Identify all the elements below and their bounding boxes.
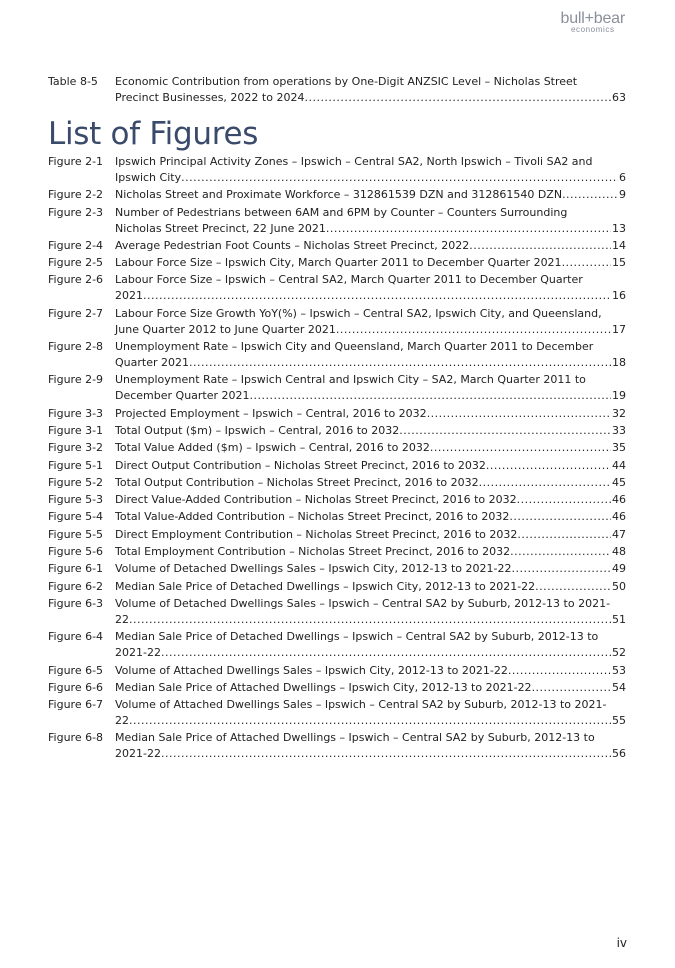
- toc-entry-text: [115, 339, 626, 371]
- toc-entry-leader: [115, 475, 626, 491]
- toc-entry-label: Figure 2-8: [48, 340, 104, 354]
- toc-entry-page: 54: [612, 680, 626, 694]
- toc-entry-leader: [115, 255, 626, 271]
- toc-entry-line2: Direct Output Contribution – Nicholas Street Precinct, 2016 to 2032: [115, 458, 486, 472]
- toc-entry-line2: Direct Employment Contribution – Nicholas Street Precinct, 2016 to 2032: [115, 527, 518, 541]
- toc-entry-page: 32: [612, 406, 626, 420]
- leader-dots: [250, 388, 611, 404]
- toc-entry-page: 35: [612, 441, 626, 455]
- toc-entry-text: [115, 423, 626, 439]
- leader-dots: [430, 440, 611, 456]
- toc-entry-figure[interactable]: [48, 372, 626, 404]
- leader-dots: [304, 90, 611, 106]
- toc-entry-line2: Total Employment Contribution – Nicholas Street Precinct, 2016 to 2032: [115, 545, 511, 559]
- toc-entry-text: [115, 475, 626, 491]
- leader-dots: [535, 579, 611, 595]
- leader-dots: [129, 713, 611, 729]
- toc-entry-figure[interactable]: [48, 238, 626, 254]
- toc-entry-label: Figure 2-7: [48, 306, 104, 320]
- toc-entry-line2: 22: [115, 612, 129, 626]
- toc-entry-line2: Nicholas Street and Proximate Workforce – 312861539 DZN and 312861540 DZN: [115, 188, 563, 202]
- toc-entry-page: 19: [612, 389, 626, 403]
- toc-entry-leader: [115, 288, 626, 304]
- toc-entry-figure[interactable]: [48, 663, 626, 679]
- toc-entry-leader: [115, 492, 626, 508]
- toc-entry-text: [115, 663, 626, 679]
- toc-entry-text: [115, 629, 626, 661]
- toc-entry-leader: [115, 579, 626, 595]
- toc-entry-text: [115, 406, 626, 422]
- toc-entry-line2: Volume of Detached Dwellings Sales – Ipswich City, 2012-13 to 2021-22: [115, 562, 512, 576]
- toc-entry-page: 48: [612, 545, 626, 559]
- toc-entry-label: Figure 6-5: [48, 663, 104, 677]
- toc-entry-line2: Precinct Businesses, 2022 to 2024: [115, 91, 305, 104]
- toc-entry-page: 44: [612, 458, 626, 472]
- toc-entry-line1: Median Sale Price of Attached Dwellings – Ipswich – Central SA2 by Suburb, 2012-13 to: [115, 731, 595, 745]
- leader-dots: [562, 187, 618, 203]
- toc-entry-page: 46: [612, 510, 626, 524]
- page-number: iv: [616, 936, 627, 950]
- toc-entry-leader: [115, 509, 626, 525]
- toc-entry-figure[interactable]: [48, 475, 626, 491]
- toc-entry-line2: Total Output Contribution – Nicholas Street Precinct, 2016 to 2032: [115, 475, 479, 489]
- toc-entry-leader: [115, 440, 626, 456]
- toc-entry-label: Figure 6-7: [48, 698, 104, 712]
- toc-entry-figure[interactable]: [48, 730, 626, 762]
- toc-entry-text: [115, 272, 626, 304]
- toc-entry-line1: Number of Pedestrians between 6AM and 6PM by Counter – Counters Surrounding: [115, 205, 568, 219]
- leader-dots: [469, 238, 611, 254]
- toc-entry-page: 6: [619, 171, 626, 184]
- bull-bear-logo: [561, 10, 625, 34]
- toc-entry-line2: Nicholas Street Precinct, 22 June 2021: [115, 221, 326, 235]
- toc-entry-line2: 2021-22: [115, 646, 161, 660]
- toc-entry-page: 63: [612, 91, 626, 104]
- toc-entry-line1: Labour Force Size – Ipswich – Central SA2, March Quarter 2011 to December Quarter: [115, 273, 583, 287]
- toc-entry-figure[interactable]: [48, 440, 626, 456]
- toc-entry-label: Figure 6-1: [48, 562, 104, 576]
- toc-entry-page: 15: [612, 256, 626, 270]
- toc-entry-figure[interactable]: [48, 423, 626, 439]
- toc-entry-label: Figure 2-5: [48, 256, 104, 270]
- toc-entry-label: Figure 2-3: [48, 205, 104, 219]
- toc-entry-line2: Median Sale Price of Detached Dwellings – Ipswich City, 2012-13 to 2021-22: [115, 579, 536, 593]
- toc-entry-label: Figure 2-4: [48, 238, 104, 252]
- toc-entry-figure[interactable]: [48, 561, 626, 577]
- toc-entry-leader: [115, 612, 626, 628]
- toc-entry-page: 9: [619, 188, 626, 202]
- figure-list: [48, 154, 626, 762]
- toc-entry-text: [115, 458, 626, 474]
- toc-entry-leader: [115, 663, 626, 679]
- leader-dots: [532, 680, 611, 696]
- toc-entry-label: Figure 5-6: [48, 545, 104, 559]
- leader-dots: [508, 663, 611, 679]
- leader-dots: [510, 544, 611, 560]
- toc-entry-text: [115, 596, 626, 628]
- logo-subtitle: economics: [570, 25, 615, 34]
- toc-entry-label: Figure 2-9: [48, 373, 104, 387]
- leader-dots: [336, 322, 611, 338]
- toc-entry-line2: 22: [115, 714, 129, 728]
- leader-dots: [143, 288, 611, 304]
- toc-entry-figure[interactable]: [48, 680, 626, 696]
- toc-entry-text: [115, 509, 626, 525]
- toc-entry-leader: [115, 561, 626, 577]
- toc-entry-figure[interactable]: [48, 255, 626, 271]
- toc-entry-page: 13: [612, 221, 626, 235]
- toc-entry-figure[interactable]: [48, 527, 626, 543]
- toc-entry-figure[interactable]: [48, 306, 626, 338]
- toc-entry-line2: June Quarter 2012 to June Quarter 2021: [115, 322, 336, 336]
- toc-entry-label: Figure 5-2: [48, 475, 104, 489]
- toc-entry-line2: Projected Employment – Ipswich – Central, 2016 to 2032: [115, 406, 427, 420]
- toc-content: [48, 74, 626, 764]
- toc-entry-leader: [115, 458, 626, 474]
- toc-entry-text: [115, 730, 626, 762]
- toc-entry-label: Figure 6-4: [48, 630, 104, 644]
- toc-entry-figure[interactable]: [48, 697, 626, 729]
- toc-entry-leader: [115, 527, 626, 543]
- toc-entry-leader: [115, 423, 626, 439]
- toc-entry-line2: Total Value Added ($m) – Ipswich – Central, 2016 to 2032: [115, 441, 430, 455]
- toc-entry-line1: Median Sale Price of Detached Dwellings – Ipswich – Central SA2 by Suburb, 2012-13 to: [115, 630, 599, 644]
- toc-entry-leader: [115, 355, 626, 371]
- toc-entry-line2: Total Value-Added Contribution – Nicholas Street Precinct, 2016 to 2032: [115, 510, 510, 524]
- toc-entry-text: [115, 187, 626, 203]
- toc-entry-label: Figure 6-3: [48, 596, 104, 610]
- toc-entry-leader: [115, 187, 626, 203]
- toc-entry-page: 55: [612, 714, 626, 728]
- toc-entry-label: Figure 2-2: [48, 188, 104, 202]
- leader-dots: [517, 527, 611, 543]
- toc-entry-label: Figure 5-4: [48, 510, 104, 524]
- toc-entry-text: [115, 205, 626, 237]
- toc-entry-figure[interactable]: [48, 492, 626, 508]
- leader-dots: [509, 509, 611, 525]
- toc-entry-label: Table 8-5: [48, 75, 98, 88]
- leader-dots: [399, 423, 611, 439]
- toc-entry-line2: Median Sale Price of Attached Dwellings – Ipswich City, 2012-13 to 2021-22: [115, 680, 532, 694]
- toc-entry-line2: Direct Value-Added Contribution – Nicholas Street Precinct, 2016 to 2032: [115, 493, 517, 507]
- toc-entry-page: 51: [612, 612, 626, 626]
- toc-entry-page: 53: [612, 663, 626, 677]
- toc-entry-page: 33: [612, 423, 626, 437]
- toc-entry-table[interactable]: [48, 74, 626, 106]
- toc-entry-page: 18: [612, 356, 626, 370]
- toc-entry-figure[interactable]: [48, 596, 626, 628]
- toc-entry-label: Figure 5-1: [48, 458, 104, 472]
- leader-dots: [511, 561, 611, 577]
- toc-entry-label: Figure 2-6: [48, 273, 104, 287]
- toc-entry-page: 50: [612, 579, 626, 593]
- toc-entry-text: [115, 306, 626, 338]
- toc-entry-text: [115, 561, 626, 577]
- toc-entry-text: [115, 238, 626, 254]
- toc-entry-line2: Labour Force Size – Ipswich City, March Quarter 2011 to December Quarter 2021: [115, 256, 562, 270]
- leader-dots: [129, 612, 611, 628]
- toc-entry-page: 56: [612, 747, 626, 761]
- leader-dots: [517, 492, 611, 508]
- leader-dots: [189, 355, 611, 371]
- leader-dots: [479, 475, 611, 491]
- toc-entry-figure[interactable]: [48, 629, 626, 661]
- leader-dots: [326, 221, 611, 237]
- toc-entry-line2: Ipswich City: [115, 171, 182, 184]
- toc-entry-line2: 2021-22: [115, 747, 161, 761]
- toc-entry-label: Figure 6-2: [48, 579, 104, 593]
- toc-entry-line2: December Quarter 2021: [115, 389, 250, 403]
- toc-entry-text: [115, 440, 626, 456]
- toc-entry-figure[interactable]: [48, 187, 626, 203]
- leader-dots: [181, 170, 618, 186]
- toc-entry-label: Figure 2-1: [48, 155, 104, 168]
- toc-entry-text: [115, 697, 626, 729]
- toc-entry-text: [115, 527, 626, 543]
- toc-entry-line2: Quarter 2021: [115, 356, 189, 370]
- toc-entry-line1: Labour Force Size Growth YoY(%) – Ipswich – Central SA2, Ipswich City, and Queensland,: [115, 306, 602, 320]
- logo-wordmark: bull+bear: [560, 10, 625, 27]
- toc-entry-text: [115, 74, 626, 106]
- toc-entry-line1: Unemployment Rate – Ipswich Central and Ipswich City – SA2, March Quarter 2011 to: [115, 373, 586, 387]
- toc-entry-leader: [115, 388, 626, 404]
- toc-entry-line1: Unemployment Rate – Ipswich City and Queensland, March Quarter 2011 to December: [115, 340, 594, 354]
- toc-entry-line1: Volume of Attached Dwellings Sales – Ipswich – Central SA2 by Suburb, 2012-13 to 2021-: [115, 698, 607, 712]
- leader-dots: [562, 255, 611, 271]
- toc-entry-text: [115, 255, 626, 271]
- toc-entry-label: Figure 3-1: [48, 423, 104, 437]
- leader-dots: [486, 458, 611, 474]
- leader-dots: [161, 645, 611, 661]
- list-of-figures-heading: List of Figures: [48, 116, 259, 152]
- toc-entry-page: 45: [612, 475, 626, 489]
- toc-entry-page: 46: [612, 493, 626, 507]
- toc-entry-leader: [115, 322, 626, 338]
- toc-entry-line1: Volume of Detached Dwellings Sales – Ipswich – Central SA2 by Suburb, 2012-13 to 2021-: [115, 596, 611, 610]
- toc-entry-leader: [115, 544, 626, 560]
- toc-entry-line2: 2021: [115, 289, 143, 303]
- toc-entry-page: 17: [612, 322, 626, 336]
- leader-dots: [427, 406, 611, 422]
- toc-entry-line2: Total Output ($m) – Ipswich – Central, 2016 to 2032: [115, 423, 400, 437]
- toc-entry-leader: [115, 645, 626, 661]
- toc-entry-leader: [115, 170, 626, 186]
- leader-dots: [161, 746, 611, 762]
- toc-entry-leader: [115, 238, 626, 254]
- toc-entry-label: Figure 5-5: [48, 527, 104, 541]
- toc-entry-figure[interactable]: [48, 544, 626, 560]
- toc-entry-leader: [115, 90, 626, 106]
- toc-entry-figure[interactable]: [48, 406, 626, 422]
- toc-entry-leader: [115, 746, 626, 762]
- toc-entry-label: Figure 6-8: [48, 731, 104, 745]
- toc-entry-leader: [115, 713, 626, 729]
- toc-entry-page: 14: [612, 238, 626, 252]
- toc-entry-text: [115, 154, 626, 186]
- toc-entry-figure[interactable]: [48, 272, 626, 304]
- toc-entry-text: [115, 492, 626, 508]
- toc-entry-leader: [115, 406, 626, 422]
- toc-entry-label: Figure 3-3: [48, 406, 104, 420]
- toc-entry-line2: Average Pedestrian Foot Counts – Nicholas Street Precinct, 2022: [115, 238, 470, 252]
- toc-entry-figure[interactable]: [48, 205, 626, 237]
- toc-entry-page: 49: [612, 562, 626, 576]
- toc-entry-page: 16: [612, 289, 626, 303]
- toc-entry-label: Figure 5-3: [48, 493, 104, 507]
- toc-entry-label: Figure 3-2: [48, 441, 104, 455]
- toc-entry-line2: Volume of Attached Dwellings Sales – Ipswich City, 2012-13 to 2021-22: [115, 663, 508, 677]
- toc-entry-figure[interactable]: [48, 154, 626, 186]
- toc-entry-line1: Ipswich Principal Activity Zones – Ipswich – Central SA2, North Ipswich – Tivoli SA2 and: [115, 155, 593, 168]
- toc-entry-figure[interactable]: [48, 339, 626, 371]
- toc-entry-text: [115, 579, 626, 595]
- toc-entry-line1: Economic Contribution from operations by One-Digit ANZSIC Level – Nicholas Street: [115, 75, 578, 88]
- toc-entry-figure[interactable]: [48, 458, 626, 474]
- toc-entry-label: Figure 6-6: [48, 680, 104, 694]
- toc-entry-leader: [115, 221, 626, 237]
- toc-entry-text: [115, 680, 626, 696]
- toc-entry-figure[interactable]: [48, 579, 626, 595]
- toc-entry-text: [115, 372, 626, 404]
- toc-entry-leader: [115, 680, 626, 696]
- toc-entry-page: 47: [612, 527, 626, 541]
- toc-entry-figure[interactable]: [48, 509, 626, 525]
- toc-entry-page: 52: [612, 646, 626, 660]
- toc-entry-text: [115, 544, 626, 560]
